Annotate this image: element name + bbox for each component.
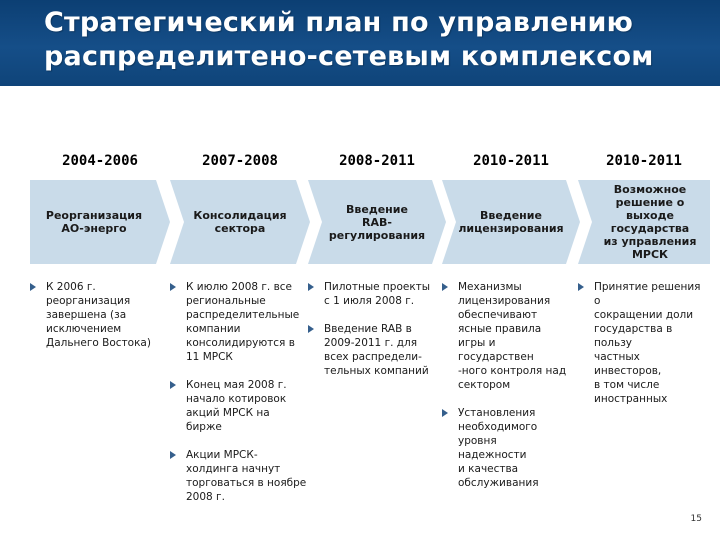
bullet-text-line: 2009-2011 г. для xyxy=(324,337,418,349)
bullet-arrow-icon xyxy=(170,451,176,459)
bullet-arrow-icon xyxy=(170,381,176,389)
bullet-text-line: необходимого xyxy=(458,421,538,433)
list-item xyxy=(442,406,568,490)
bullet-text-line: всех распредели- xyxy=(324,351,422,363)
stage-label-line: государства xyxy=(610,222,690,235)
bullet-arrow-icon xyxy=(308,325,314,333)
stage-label-line: RAB- xyxy=(362,215,392,229)
stage-chevron xyxy=(308,180,446,264)
bullet-text-line: сектором xyxy=(458,379,511,391)
list-item xyxy=(442,280,568,392)
bullet-text-line: компании xyxy=(186,323,241,335)
bullet-text-line: бирже xyxy=(186,421,222,433)
bullet-list xyxy=(442,280,568,504)
bullet-text-line: обслуживания xyxy=(458,477,539,489)
page-number: 15 xyxy=(690,514,702,524)
stage-label-line: регулирования xyxy=(328,228,426,242)
stage-label xyxy=(442,180,580,264)
bullet-text-line: в том числе xyxy=(594,379,660,391)
bullet-text-line: и качества xyxy=(458,463,519,475)
year-label: 2007-2008 xyxy=(202,153,278,169)
bullet-text-line: Установления xyxy=(458,407,536,419)
bullet-text-line: государства в пользу xyxy=(594,323,673,349)
bullet-text-line: Пилотные проекты xyxy=(324,281,431,293)
stage-label-line: АО-энерго xyxy=(61,222,127,235)
bullet-text-line: завершена (за xyxy=(46,309,127,321)
bullet-text-line: акций МРСК на xyxy=(186,407,270,419)
bullet-list xyxy=(170,280,308,518)
bullet-text-line: торговаться в ноябре xyxy=(186,477,307,489)
stage-label-line: Консолидация xyxy=(193,209,287,222)
bullet-text-line: 2008 г. xyxy=(186,491,225,503)
year-label: 2010-2011 xyxy=(473,153,549,169)
bullet-arrow-icon xyxy=(308,283,314,291)
bullet-text-line: уровня надежности xyxy=(458,435,527,461)
list-item xyxy=(308,280,432,308)
bullet-arrow-icon xyxy=(442,409,448,417)
year-label: 2010-2011 xyxy=(606,153,682,169)
header-bar xyxy=(0,0,720,86)
stage-label xyxy=(30,180,170,264)
list-item xyxy=(308,322,432,378)
bullet-text-line: К 2006 г. xyxy=(46,281,96,293)
stage-chevron xyxy=(30,180,170,264)
bullet-arrow-icon xyxy=(578,283,584,291)
bullet-text-line: 11 МРСК xyxy=(186,351,233,363)
stage-label xyxy=(308,180,446,264)
stage-label-line: решение о xyxy=(615,196,685,209)
bullet-text-line: региональные xyxy=(186,295,266,307)
stage-label-line: лицензирования xyxy=(458,222,564,235)
bullet-text-line: -ного контроля над xyxy=(458,365,567,377)
bullet-text-line: распределительные xyxy=(186,309,300,321)
bullet-text-line: частных инвесторов, xyxy=(594,351,662,377)
bullet-text-line: Принятие решения о xyxy=(594,281,701,307)
bullet-text-line: тельных компаний xyxy=(324,365,429,377)
bullet-text-line: игры и государствен xyxy=(458,337,534,363)
bullet-text-line: с 1 июля 2008 г. xyxy=(324,295,415,307)
bullet-list xyxy=(578,280,710,420)
bullet-text-line: лицензирования xyxy=(458,295,551,307)
bullet-arrow-icon xyxy=(30,283,36,291)
title-line-1: Стратегический план по управлению xyxy=(44,7,634,38)
bullet-text-line: холдинга начнут xyxy=(186,463,281,475)
bullet-text-line: консолидируются в xyxy=(186,337,295,349)
stage-label xyxy=(578,180,710,264)
stage-label-line: Введение xyxy=(346,202,408,216)
bullet-text-line: Введение RAB в xyxy=(324,323,412,335)
list-item xyxy=(30,280,162,350)
bullet-text-line: обеспечивают xyxy=(458,309,538,321)
bullet-text-line: начало котировок xyxy=(186,393,287,405)
stage-label-line: Введение xyxy=(480,209,542,222)
stage-label-line: Реорганизация xyxy=(45,209,143,222)
list-item xyxy=(578,280,710,406)
bullet-list xyxy=(30,280,162,364)
bullet-text-line: иностранных xyxy=(594,393,668,405)
stage-chevron xyxy=(442,180,580,264)
bullet-arrow-icon xyxy=(170,283,176,291)
stage-label-line: из управления xyxy=(603,235,697,248)
bullet-text-line: Механизмы xyxy=(458,281,522,293)
bullet-text-line: реорганизация xyxy=(46,295,131,307)
stage-chevron xyxy=(170,180,310,264)
list-item xyxy=(170,280,308,364)
stage-label-line: сектора xyxy=(214,222,266,235)
stage-chevron xyxy=(578,180,710,264)
list-item xyxy=(170,448,308,504)
bullet-text-line: Акции МРСК- xyxy=(186,449,258,461)
stage-label xyxy=(170,180,310,264)
bullet-text-line: сокращении доли xyxy=(594,309,694,321)
bullet-text-line: Конец мая 2008 г. xyxy=(186,379,287,391)
title-line-2: распределитено-сетевым комплексом xyxy=(44,41,654,72)
bullet-arrow-icon xyxy=(442,283,448,291)
list-item xyxy=(170,378,308,434)
stage-label-line: выходе xyxy=(626,209,674,222)
bullet-text-line: Дальнего Востока) xyxy=(46,337,151,349)
bullet-text-line: исключением xyxy=(46,323,122,335)
stage-label-line: МРСК xyxy=(631,248,669,261)
bullet-text-line: ясные правила xyxy=(458,323,542,335)
bullet-list xyxy=(308,280,432,392)
year-label: 2004-2006 xyxy=(62,153,138,169)
stage-label-line: Возможное xyxy=(613,183,687,196)
page-title xyxy=(44,6,704,74)
bullet-text-line: К июлю 2008 г. все xyxy=(186,281,293,293)
year-label: 2008-2011 xyxy=(339,153,415,169)
